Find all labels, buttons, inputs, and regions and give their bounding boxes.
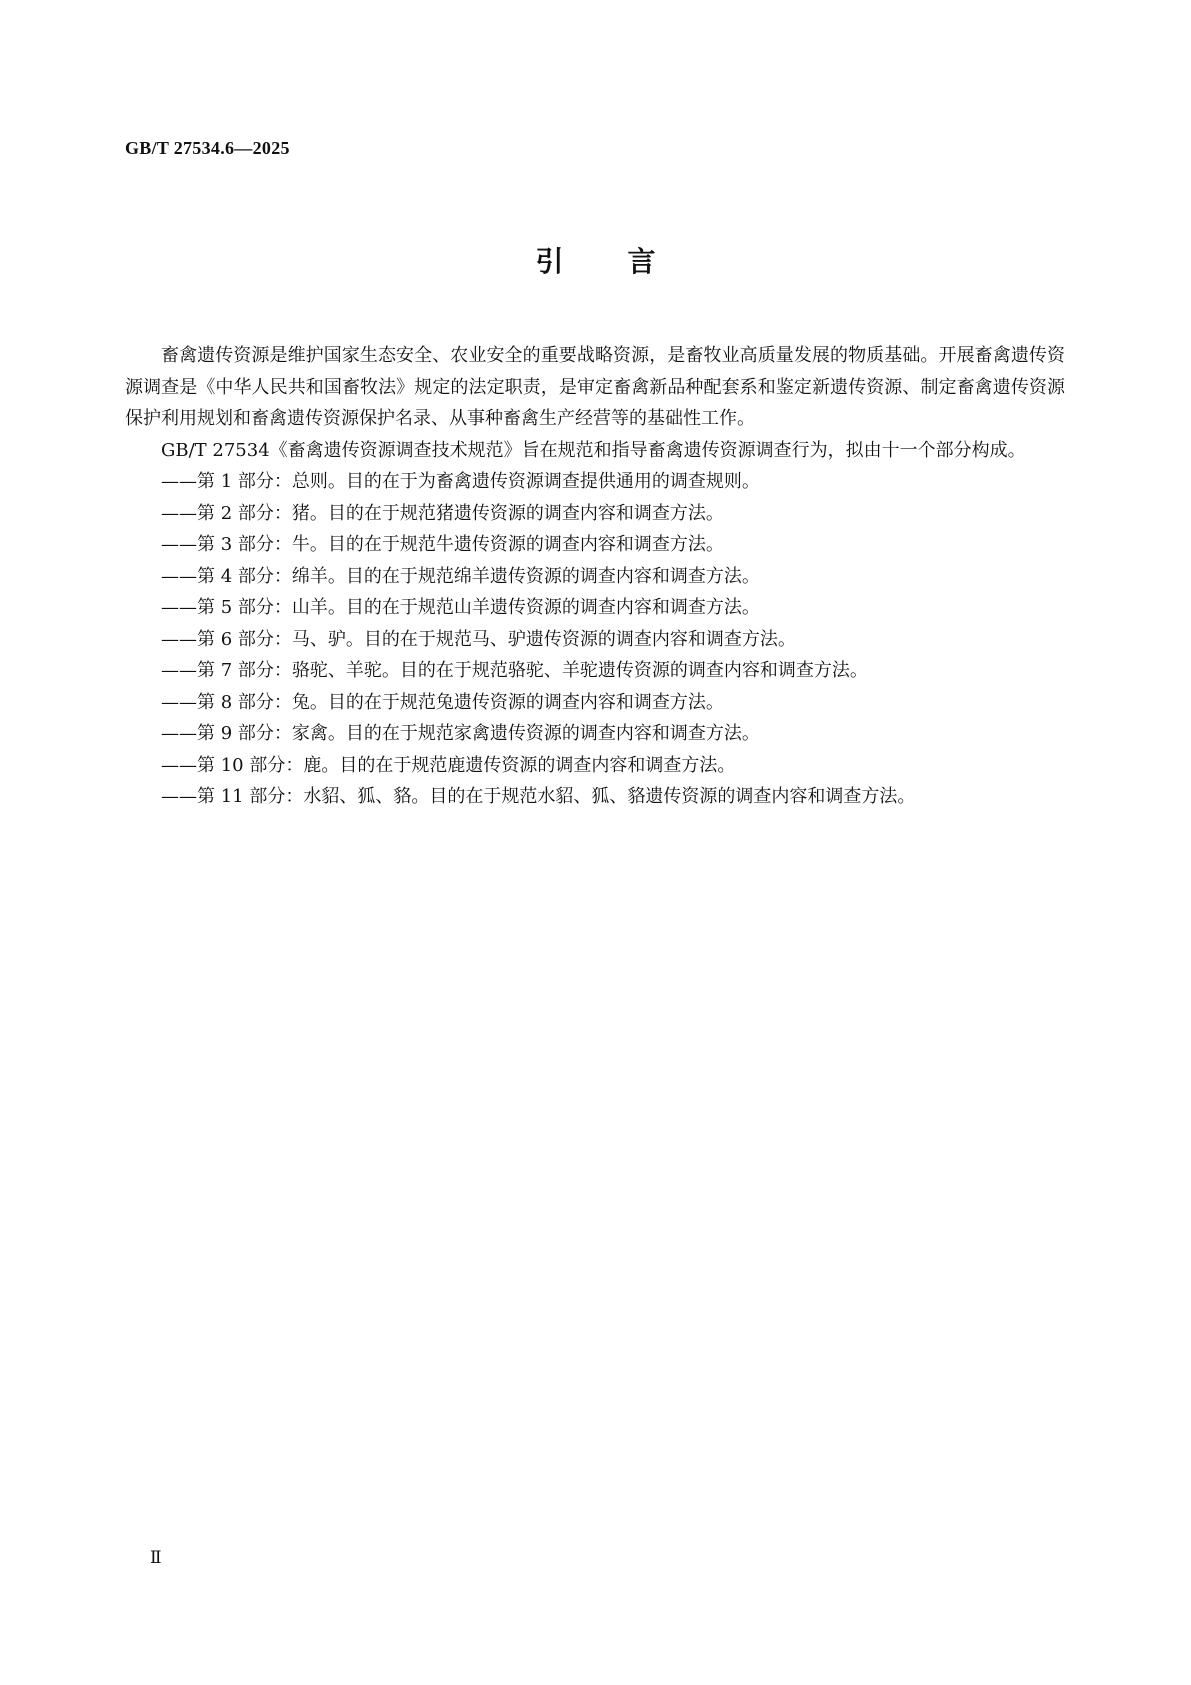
document-code: GB/T 27534.6—2025 — [125, 138, 290, 158]
page-number: Ⅱ — [150, 1548, 162, 1567]
section-title: 引言 — [535, 245, 720, 278]
list-item: ——第 8 部分：兔。目的在于规范兔遗传资源的调查内容和调查方法。 — [161, 691, 724, 713]
list-item: ——第 9 部分：家禽。目的在于规范家禽遗传资源的调查内容和调查方法。 — [161, 723, 760, 744]
list-item: ——第 7 部分：骆驼、羊驼。目的在于规范骆驼、羊驼遗传资源的调查内容和调查方法。 — [161, 660, 868, 681]
intro-paragraph: 畜禽遗传资源是维护国家生态安全、农业安全的重要战略资源，是畜牧业高质量发展的物质基础。开展畜禽遗传资源调查是《中华人民共和国畜牧法》规定的法定职责，是审定畜禽新品种配套系和鉴定新遗传资源、制定畜禽遗传资源保护利用规划和畜禽遗传资源保护名录、从事种畜禽生产经营等的基础性工作。 — [125, 345, 1065, 429]
list-item: ——第 4 部分：绵羊。目的在于规范绵羊遗传资源的调查内容和调查方法。 — [161, 565, 760, 587]
list-item: ——第 11 部分：水貂、狐、貉。目的在于规范水貂、狐、貉遗传资源的调查内容和调查方法。 — [161, 786, 916, 807]
intro-paragraph: GB/T 27534《畜禽遗传资源调查技术规范》旨在规范和指导畜禽遗传资源调查行为，拟由十一个部分构成。 — [161, 439, 1026, 461]
list-item: ——第 3 部分：牛。目的在于规范牛遗传资源的调查内容和调查方法。 — [161, 534, 724, 555]
list-item: ——第 5 部分：山羊。目的在于规范山羊遗传资源的调查内容和调查方法。 — [161, 597, 760, 618]
introduction-body — [125, 340, 1065, 813]
list-item: ——第 10 部分：鹿。目的在于规范鹿遗传资源的调查内容和调查方法。 — [161, 754, 736, 776]
list-item: ——第 1 部分：总则。目的在于为畜禽遗传资源调查提供通用的调查规则。 — [161, 471, 760, 492]
list-item: ——第 2 部分：猪。目的在于规范猪遗传资源的调查内容和调查方法。 — [161, 502, 724, 524]
parts-list — [125, 466, 1065, 813]
list-item: ——第 6 部分：马、驴。目的在于规范马、驴遗传资源的调查内容和调查方法。 — [161, 628, 796, 650]
